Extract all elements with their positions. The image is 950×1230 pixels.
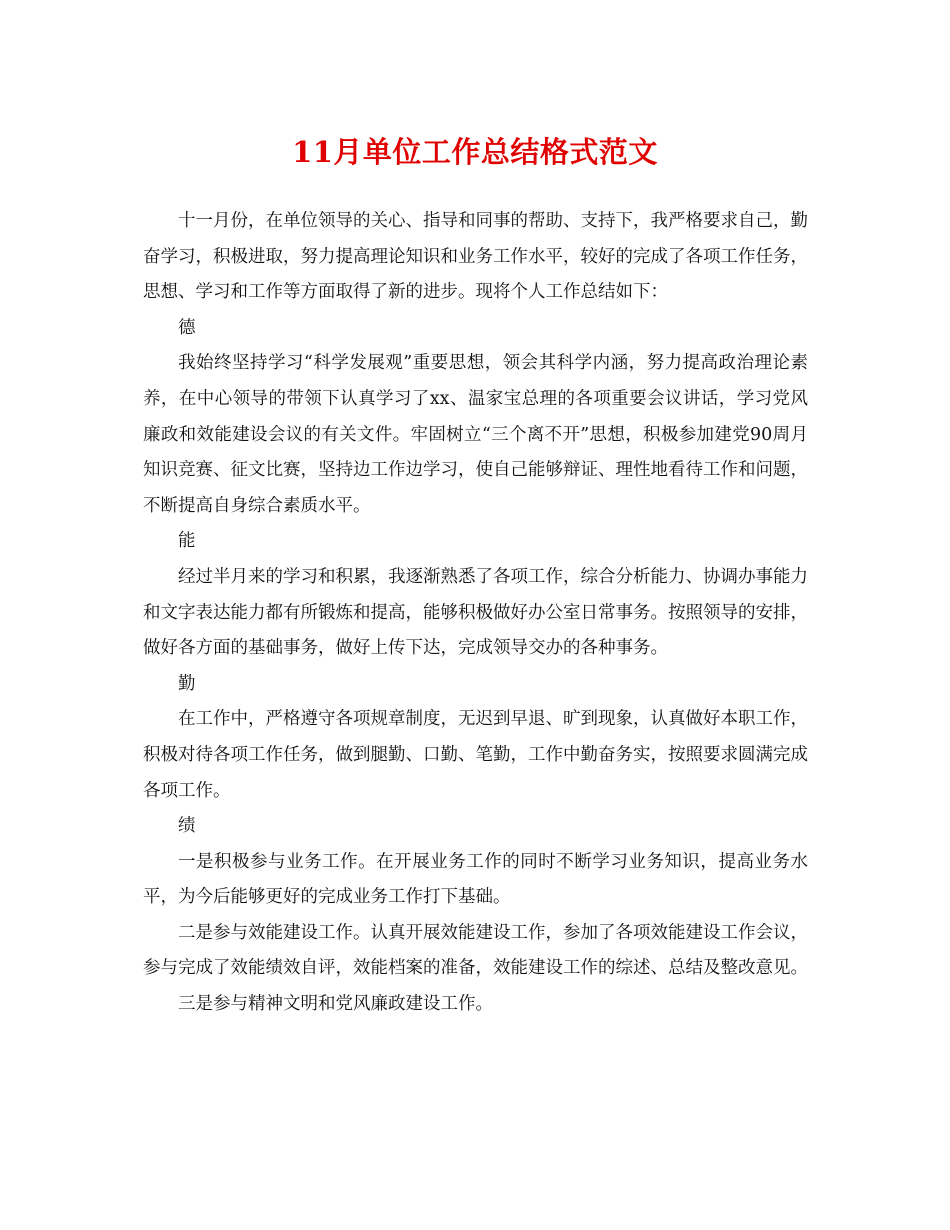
paragraph-ji-1: 一是积极参与业务工作。在开展业务工作的同时不断学习业务知识，提高业务水平，为今后能够更好的完成业务工作打下基础。 [143, 851, 808, 908]
document-body [143, 204, 808, 1023]
section-heading-qin: 勤 [178, 673, 196, 694]
paragraph-neng: 经过半月来的学习和积累，我逐渐熟悉了各项工作，综合分析能力、协调办事能力和文字表达能力都有所锻炼和提高，能够积极做好办公室日常事务。按照领导的安排，做好各方面的基础事务，做好上传下达，完成领导交办的各种事务。 [143, 566, 808, 659]
paragraph-ji-2: 二是参与效能建设工作。认真开展效能建设工作，参加了各项效能建设工作会议，参与完成了效能绩效自评，效能档案的准备，效能建设工作的综述、总结及整改意见。 [143, 922, 808, 979]
section-heading-neng: 能 [178, 531, 196, 552]
paragraph-qin: 在工作中，严格遵守各项规章制度，无迟到早退、旷到现象，认真做好本职工作，积极对待各项工作任务，做到腿勤、口勤、笔勤，工作中勤奋务实，按照要求圆满完成各项工作。 [143, 709, 808, 801]
paragraph-ji-3: 三是参与精神文明和党风廉政建设工作。 [178, 994, 493, 1015]
section-heading-ji: 绩 [178, 816, 196, 837]
paragraph-de: 我始终坚持学习“科学发展观”重要思想，领会其科学内涵，努力提高政治理论素养，在中心领导的带领下认真学习了xx、温家宝总理的各项重要会议讲话，学习党风廉政和效能建设会议的有关文件。牢固树立“三个离不开”思想，积极参加建党90周月知识竞赛、征文比赛，坚持边工作边学习，使自己能够辩证、理性地看待工作和问题，不断提高自身综合素质水平。 [143, 353, 808, 516]
paragraph-intro: 十一月份，在单位领导的关心、指导和同事的帮助、支持下，我严格要求自己，勤奋学习，积极进取，努力提高理论知识和业务工作水平，较好的完成了各项工作任务，思想、学习和工作等方面取得了新的进步。现将个人工作总结如下： [143, 211, 808, 303]
section-heading-de: 德 [178, 317, 196, 338]
document-title: 11月单位工作总结格式范文 [292, 135, 658, 169]
